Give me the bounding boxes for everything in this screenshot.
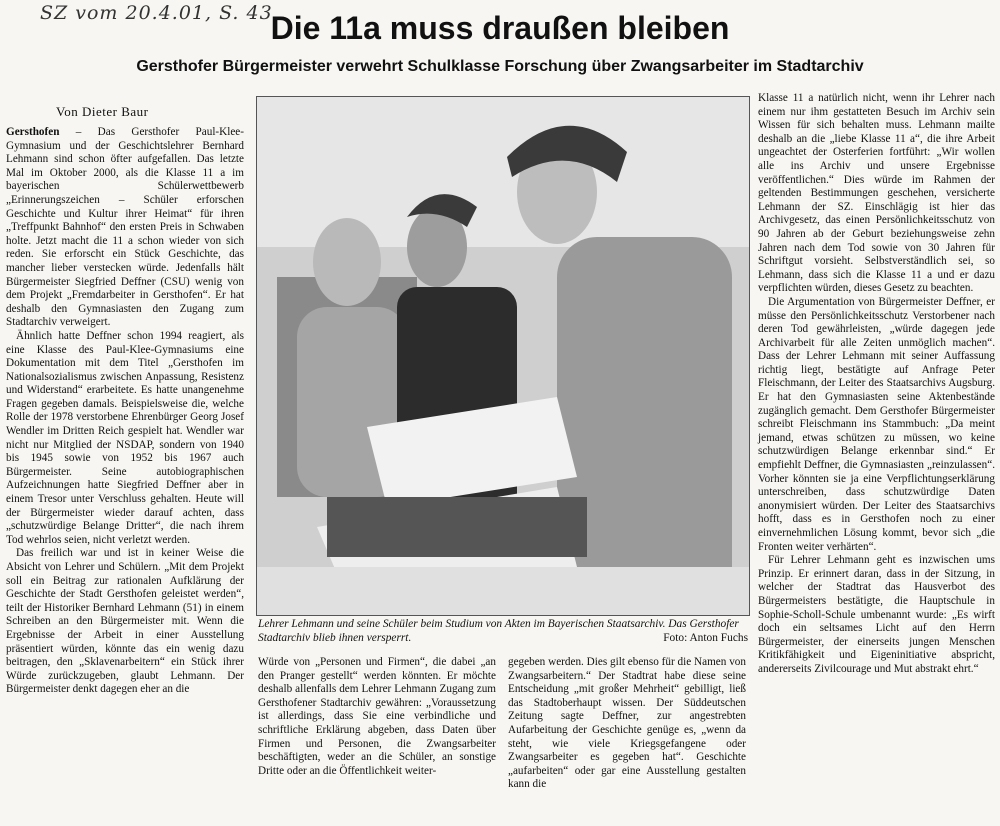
paragraph: Klasse 11 a natürlich nicht, wenn ihr Lehrer nach einem nur ihm gestatteten Besuch im Archiv sein Wissen für sich behalten muss. Lehmann mailte deshalb an die „liebe Klasse 11 a“, die ihre Arbeit ungeachtet der Osterferien fortführt: „Wir wollen alle ins Archiv und unsere Ergebnisse veröffentlichen.“ Dies würde im Rahmen der geltenden Bestimmungen geschehen, versicherte Lehmann der SZ. Einschlägig ist hier das Archivgesetz, das einen Persönlichkeitsschutz von 90 Jahren ab der Geburt beziehungsweise zehn Jahren nach dem Tod sowie von 30 Jahren für Schriftgut vorsieht. Selbstverständlich sei, so Lehmann, dass sich die Klasse 11 a und er dazu verpflichten würden, dieses Gesetz zu beachten. — [758, 92, 995, 295]
paragraph: Die Argumentation von Bürgermeister Deffner, er müsse den Persönlichkeitsschutz Verstorbener nach deren Tod gewährleisten, „würde dagegen jede Archivarbeit für alle Zeiten unmöglich machen“. Dass der Lehrer Lehmann mit seiner Auffassung richtig liegt, bestätigte auf Anfrage Peter Fleischmann, der Leiter des Staatsarchivs Augsburg. Er hat den Gymnasiasten seine Aktenbestände zugänglich gemacht. Dem Gersthofer Bürgermeister schreibt Fleischmann ins Stammbuch: „Da meint jemand, etwas schützen zu müssen, wo keine schutzwürdigen Belange erkennbar sind.“ Er empfiehlt Deffner, die Gymnasiasten „reinzulassen“. Vorher könnten sie ja eine Verpflichtungserklärung unterschreiben, dass schutzwürdige Daten anonymisiert würden. Der Leiter des Staatsarchivs hofft, dass es in Gersthofen noch zu einer einvernehmlichen Lösung kommt, bevor sich „die Fronten weiter verhärten“. — [758, 295, 995, 553]
byline: Von Dieter Baur — [56, 104, 149, 119]
handwritten-source-note: SZ vom 20.4.01, S. 43 — [40, 2, 273, 24]
photo-caption — [258, 618, 748, 645]
caption-text: Lehrer Lehmann und seine Schüler beim Studium von Akten im Bayerischen Staatsarchiv. Das Gersthofer Stadtarchiv blieb ihnen versperrt. — [258, 618, 739, 644]
article-column-1 — [6, 126, 244, 826]
article-photo — [256, 96, 750, 616]
paragraph: gegeben werden. Dies gilt ebenso für die Namen von Zwangsarbeitern.“ Der Stadtrat habe diese seine Entscheidung „mit großer Mehrheit“ gebilligt, ließ das Stadtoberhaupt wissen. Der Süddeutschen Zeitung sagte Deffner, zur angestrebten Aufarbeitung der Geschichte genüge es, „wenn da steht, wie viele Kriegsgefangene oder Zwangsarbeiter es gegeben hat“. Geschichte „aufarbeiten“ oder gar eine Ausstellung gestalten kann die — [508, 656, 746, 791]
paragraph: Für Lehrer Lehmann geht es inzwischen ums Prinzip. Er erinnert daran, dass in der Sitzung, in welcher der Stadtrat das Hausverbot des Bürgermeisters bestätigte, die Hauptschule in Sophie-Scholl-Schule umbenannt wurde: „Es wirft doch ein seltsames Licht auf den Herrn Bürgermeister, der einerseits jungen Menschen Kritikfähigkeit und Eigeninitiative abspricht, andererseits Zivilcourage und Mut abstrakt ehrt.“ — [758, 554, 995, 675]
subheadline: Gersthofer Bürgermeister verwehrt Schulklasse Forschung über Zwangsarbeiter im Stadtarchiv — [136, 58, 864, 75]
paragraph: Ähnlich hatte Deffner schon 1994 reagiert, als eine Klasse des Paul-Klee-Gymnasiums eine Dokumentation mit dem Titel „Gersthofen im Nationalsozialismus zwischen Anpassung, Resistenz und Widerstand“ erarbeitete. Es hatte unangenehme Fragen gegeben damals. Beispielsweise die, welche Rolle der 1978 verstorbene Ehrenbürger Georg Josef Wendler im Dritten Reich gespielt hat. Wendler war nicht nur Mitglied der NSDAP, sondern von 1940 bis 1945 sowie von 1952 bis 1967 auch Bürgermeister. Seine autobiographischen Aufzeichnungen hatte Siegfried Deffner aber in einem Tresor unter Verschluss gehalten. Heute will der Bürgermeister wieder darauf achten, dass „schutzwürdige Belange Dritter“, die nach ihrem Tod wehrlos seien, nicht verletzt werden. — [6, 329, 244, 546]
dateline: Gersthofen — [6, 126, 60, 138]
article-column-2 — [258, 656, 496, 826]
photo-illustration — [257, 97, 749, 615]
article-column-4 — [758, 92, 995, 826]
paragraph: Das freilich war und ist in keiner Weise die Absicht von Lehrer und Schülern. „Mit dem Projekt soll ein Beitrag zur rationalen Aufklärung der Geschichte der Stadt Gersthofen geleistet werden“, teilt der Historiker Bernhard Lehmann (51) in einem Schreiben an den Bürgermeister mit. Wenn die Ergebnisse der Arbeit in einer Ausstellung präsentiert würden, könnte das ein wenig dazu beitragen, den „Sklavenarbeitern“ ein Stück ihrer Würde zurückzugeben, glaubt Lehmann. Der Bürgermeister denkt dagegen eher an die — [6, 547, 244, 696]
article-column-3 — [508, 656, 746, 826]
paragraph — [6, 126, 244, 330]
headline: Die 11a muss draußen bleiben — [270, 10, 730, 46]
paragraph: Würde von „Personen und Firmen“, die dabei „an den Pranger gestellt“ werden könnten. Er möchte deshalb allenfalls dem Lehrer Lehmann Zugang zum Gersthofener Stadtarchiv gewähren: „Voraussetzung ist allerdings, dass Sie eine verbindliche und schriftliche Erklärung abgeben, dass Daten über Firmen und Personen, die Zwangsarbeiter beschäftigten, weder an die Schüler, an sonstige Dritte oder an die Öffentlichkeit weiter- — [258, 656, 496, 777]
photo-credit: Foto: Anton Fuchs — [663, 631, 748, 644]
paragraph-text: – Das Gersthofer Paul-Klee-Gymnasium und der Geschichtslehrer Bernhard Lehmann sind schon öfter aufgefallen. Das letzte Mal im Oktober 2000, als die Klasse 11 a im bayerischen Schülerwettbewerb „Erinnerungszeichen – Schüler erforschen Geschichte und Kultur ihrer Heimat“ für ihren „Treffpunkt Bahnhof“ den ersten Preis in Schwaben holte. Jetzt macht die 11 a schon wieder von sich reden. Sie erforscht ein Stück Geschichte, das mancher lieber verstecken würde. Jedenfalls hält Bürgermeister Siegfried Deffner (CSU) wenig von dem Projekt „Fremdarbeiter in Gersthofen“. Er hat deshalb den Gymnasiasten den Zugang zum Stadtarchiv verweigert. — [6, 126, 244, 329]
